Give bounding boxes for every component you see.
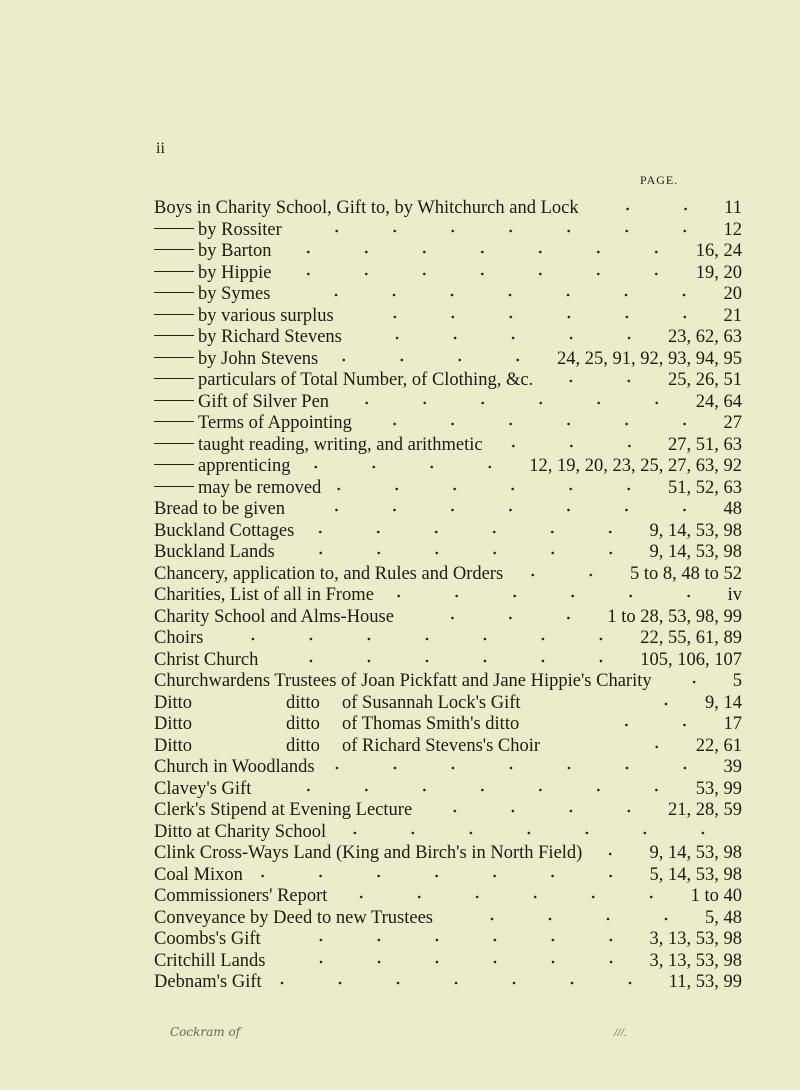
- entry-pages: 53, 99: [695, 778, 742, 799]
- entry-label: Critchill Lands: [154, 950, 266, 971]
- entry-pages: 3, 13, 53, 98: [649, 950, 742, 971]
- dot-leader: [281, 248, 685, 256]
- entry-pages: 5 to 8, 48 to 52: [629, 563, 742, 584]
- dot-leader: [344, 313, 714, 321]
- entry-label: Coal Mixon: [154, 864, 243, 885]
- entry-label: Conveyance by Deed to new Trustees: [154, 907, 433, 928]
- entry-pages: 5, 48: [705, 907, 742, 928]
- dot-leader: [352, 334, 658, 342]
- index-entry: [154, 693, 742, 714]
- entry-label: by Symes: [198, 284, 271, 304]
- entry-pages: 21, 28, 59: [668, 800, 742, 820]
- entry-pages: 5, 14, 53, 98: [649, 864, 742, 885]
- index-entry: [154, 865, 742, 886]
- entry-pages: 25, 26, 51: [668, 370, 742, 390]
- index-entry: [154, 671, 742, 692]
- dot-leader: [337, 893, 680, 901]
- dash-leader: [154, 228, 194, 229]
- index-entry: [154, 198, 742, 219]
- index-entry: [154, 499, 742, 520]
- index-entry: [154, 564, 742, 585]
- index-entry: [154, 908, 742, 929]
- index-entry: [154, 929, 742, 950]
- dash-leader: [154, 357, 194, 358]
- entry-label: by various surplus: [198, 305, 334, 326]
- entry-label: Coombs's Gift: [154, 929, 261, 949]
- entry-pages: 1 to 28, 53, 98, 99: [607, 606, 742, 627]
- index-entry: [154, 241, 742, 262]
- dash-leader: [154, 335, 194, 336]
- entry-label: Boys in Charity School, Gift to, by Whitchurch and Lock: [154, 198, 579, 218]
- dot-leader: [325, 764, 714, 772]
- dot-leader: [493, 442, 658, 450]
- entry-label: Buckland Cottages: [154, 520, 295, 541]
- dash-leader: [154, 271, 194, 272]
- dot-leader: [280, 291, 713, 299]
- entry-label: Terms of Appointing: [198, 413, 352, 433]
- entry-pages: 105, 106, 107: [640, 649, 742, 670]
- entry-pages: 19, 20: [695, 262, 742, 283]
- dot-leader: [276, 958, 640, 966]
- index-entry: [154, 714, 742, 735]
- dot-leader: [384, 592, 718, 600]
- entry-pages: 9, 14, 53, 98: [649, 843, 742, 863]
- index-entry: [154, 327, 742, 348]
- entry-pages: 3, 13, 53, 98: [649, 929, 742, 949]
- entry-pages: 27, 51, 63: [668, 434, 742, 455]
- dot-leader: [589, 205, 715, 213]
- entry-label: Ditto: [154, 692, 193, 713]
- index-entry: [154, 607, 742, 628]
- index-entry: [154, 951, 742, 972]
- entry-label: Charity School and Alms-House: [154, 606, 394, 627]
- entry-label: may be removed: [198, 477, 322, 498]
- dash-leader: [154, 443, 194, 444]
- entry-pages: 24, 25, 91, 92, 93, 94, 95: [557, 348, 742, 369]
- dot-leader: [213, 635, 630, 643]
- entry-pages: 11, 53, 99: [668, 972, 742, 992]
- entry-label: Chancery, application to, and Rules and Orders: [154, 563, 504, 584]
- dash-leader: [154, 400, 194, 401]
- index-entry: [154, 972, 742, 993]
- dot-leader: [272, 979, 659, 987]
- index-entry: [154, 736, 742, 757]
- page-column-header: PAGE.: [640, 173, 679, 187]
- entry-label: Charities, List of all in Frome: [154, 585, 374, 605]
- page-number: ii: [156, 140, 165, 157]
- index-entry: [154, 435, 742, 456]
- dot-leader: [662, 678, 723, 686]
- entry-pages: 1 to 40: [690, 886, 742, 906]
- dot-leader: [612, 743, 686, 751]
- entry-pages: 17: [723, 714, 742, 734]
- dot-leader: [261, 786, 685, 794]
- handwritten-annotation-end: ///.: [614, 1025, 628, 1039]
- entry-pages: 11: [724, 198, 742, 218]
- entry-label: Debnam's Gift: [154, 972, 262, 992]
- entry-label: by Rossiter: [198, 219, 282, 240]
- dash-leader: [154, 292, 194, 293]
- entry-label: Commissioners' Report: [154, 886, 328, 906]
- entry-label: Gift of Silver Pen: [198, 391, 330, 412]
- entry-label: by Hippie: [198, 262, 272, 283]
- entry-pages: 39: [723, 757, 742, 777]
- dot-leader: [281, 270, 685, 278]
- entry-label: by Richard Stevens: [198, 327, 342, 347]
- dot-leader: [336, 829, 732, 837]
- entry-label: Choirs: [154, 628, 204, 648]
- dot-leader: [339, 399, 686, 407]
- dot-leader: [443, 915, 695, 923]
- entry-label: Ditto at Charity School: [154, 821, 327, 842]
- dash-leader: [154, 378, 194, 379]
- dot-leader: [300, 463, 519, 471]
- dash-leader: [154, 314, 194, 315]
- index-entry: [154, 413, 742, 434]
- entry-pages: 9, 14: [705, 692, 742, 713]
- entry-ditto: ditto: [286, 735, 320, 756]
- entry-pages: iv: [727, 585, 742, 605]
- index-entry: [154, 542, 742, 563]
- entry-detail: of Thomas Smith's ditto: [342, 714, 520, 734]
- entry-detail: of Susannah Lock's Gift: [342, 692, 521, 713]
- dot-leader: [422, 807, 658, 815]
- index-entry: [154, 392, 742, 413]
- entry-label: Church in Woodlands: [154, 757, 315, 777]
- entry-pages: 20: [723, 284, 742, 304]
- entry-pages: 12: [723, 219, 742, 240]
- entry-label: Bread to be given: [154, 499, 285, 519]
- entry-pages: 21: [723, 305, 742, 326]
- dash-leader: [154, 249, 194, 250]
- entry-pages: 51, 52, 63: [668, 477, 742, 498]
- entry-label: Christ Church: [154, 649, 259, 670]
- entry-label: Clerk's Stipend at Evening Lecture: [154, 800, 413, 820]
- entry-pages: 48: [723, 499, 742, 519]
- index-entry: [154, 306, 742, 327]
- entry-pages: 9, 14, 53, 98: [649, 542, 742, 562]
- index-entry: [154, 370, 742, 391]
- index-entry: [154, 757, 742, 778]
- entry-pages: 5: [732, 671, 742, 691]
- entry-label: Clink Cross-Ways Land (King and Birch's in North Field): [154, 843, 583, 863]
- index-entry: [154, 628, 742, 649]
- dot-leader: [285, 549, 640, 557]
- entry-ditto: ditto: [286, 714, 320, 734]
- index-entry: [154, 843, 742, 864]
- entry-pages: 12, 19, 20, 23, 25, 27, 63, 92: [529, 456, 742, 476]
- dot-leader: [253, 872, 640, 880]
- index-entry: [154, 822, 742, 843]
- index-entry: [154, 650, 742, 671]
- index-entry: [154, 284, 742, 305]
- entry-label: by John Stevens: [198, 348, 319, 369]
- entry-label: taught reading, writing, and arithmetic: [198, 434, 483, 455]
- entry-label: Ditto: [154, 714, 193, 734]
- dash-leader: [154, 421, 194, 422]
- dot-leader: [331, 485, 658, 493]
- entry-label: particulars of Total Number, of Clothing, &c.: [198, 370, 534, 390]
- entry-pages: 24, 64: [695, 391, 742, 412]
- entry-label: Buckland Lands: [154, 542, 275, 562]
- entry-pages: 27: [723, 413, 742, 433]
- entry-label: Ditto: [154, 735, 193, 756]
- dot-leader: [271, 936, 640, 944]
- index-entry: [154, 886, 742, 907]
- dot-leader: [292, 227, 714, 235]
- dot-leader: [362, 420, 714, 428]
- dot-leader: [404, 614, 597, 622]
- entry-pages: 16, 24: [695, 241, 742, 261]
- index-entry: [154, 478, 742, 499]
- dash-leader: [154, 464, 194, 465]
- dot-leader: [592, 850, 639, 858]
- index-entry: [154, 263, 742, 284]
- index-entry: [154, 349, 742, 370]
- dot-leader: [513, 571, 620, 579]
- entry-label: Churchwardens Trustees of Joan Pickfatt and Jane Hippie's Charity: [154, 671, 652, 691]
- dot-leader: [295, 506, 714, 514]
- index-entry: [154, 456, 742, 477]
- dot-leader: [268, 657, 630, 665]
- dot-leader: [612, 700, 695, 708]
- index-entry: [154, 800, 742, 821]
- entry-label: Clavey's Gift: [154, 778, 252, 799]
- entry-ditto: ditto: [286, 692, 320, 713]
- dot-leader: [543, 377, 658, 385]
- index-entry: [154, 220, 742, 241]
- handwritten-annotation: Cockram of: [170, 1025, 241, 1039]
- index-entry: [154, 585, 742, 606]
- index-entry: [154, 521, 742, 542]
- entry-pages: 23, 62, 63: [668, 327, 742, 347]
- entry-pages: 9, 14, 53, 98: [649, 520, 742, 541]
- dot-leader: [328, 356, 547, 364]
- dot-leader: [612, 721, 713, 729]
- entry-pages: 22, 55, 61, 89: [640, 628, 742, 648]
- entry-pages: 22, 61: [695, 735, 742, 756]
- entry-label: apprenticing: [198, 456, 291, 476]
- entry-label: by Barton: [198, 241, 272, 261]
- dot-leader: [304, 528, 639, 536]
- index-entry: [154, 779, 742, 800]
- entry-detail: of Richard Stevens's Choir: [342, 735, 541, 756]
- dash-leader: [154, 486, 194, 487]
